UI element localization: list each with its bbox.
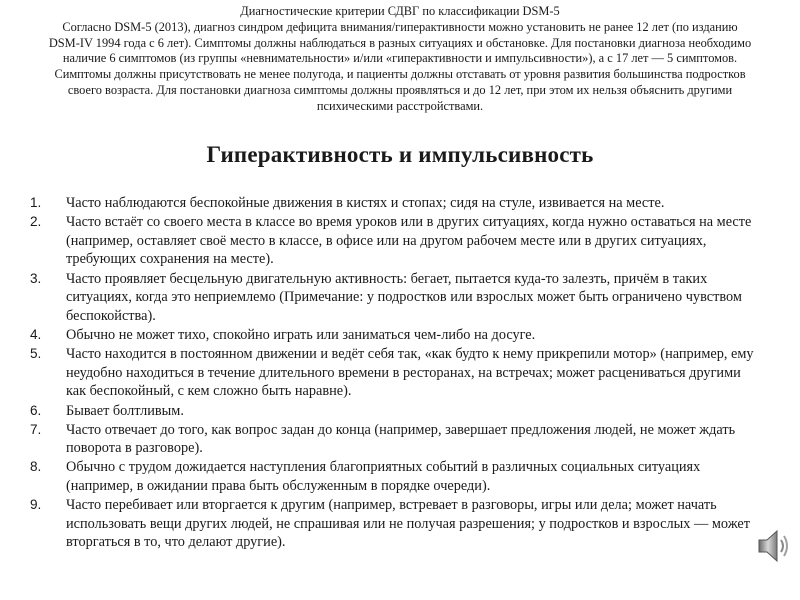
criteria-item-7 [30, 421, 760, 458]
criteria-item-5 [30, 345, 760, 401]
criteria-item-4 [30, 326, 760, 345]
item-text: Часто отвечает до того, как вопрос задан до конца (например, завершает предложения людей, не может ждать поворота в разговоре). [66, 421, 736, 457]
intro-body: Согласно DSM-5 (2013), диагноз синдром дефицита внимания/гиперактивности можно установить не ранее 12 лет (по изданию DSM-IV 1994 года с 6 лет). Симптомы должны наблюдаться в разных ситуациях и обстановке. Для постановки диагноза необходимо наличие 6 симптомов (из группы «невнимательности» и/или «гиперактивности и импульсивности»), а с 17 лет — 5 симптомов. Симптомы должны присутствовать не менее полугода, и пациенты должны отставать от уровня развития большинства подростков своего возраста. Для постановки диагноза симптомы должны проявляться и до 12 лет, при этом их нельзя объяснить другими психическими расстройствами. [48, 19, 752, 113]
item-number: 3. [30, 270, 42, 286]
item-text: Обычно с трудом дожидается наступления благоприятных событий в различных социальных ситуациях (например, в ожидании права быть обслуженным в порядке очереди). [66, 459, 701, 495]
item-text: Часто проявляет бесцельную двигательную активность: бегает, пытается куда-то залезть, причём в таких ситуациях, когда это неприемлемо (Примечание: у подростков или взрослых может быть ограничено чувством беспокойства). [66, 270, 742, 324]
item-number: 9. [30, 497, 42, 513]
section-heading: Гиперактивность и импульсивность [206, 142, 594, 167]
item-number: 2. [30, 214, 42, 230]
item-number: 5. [30, 346, 42, 362]
item-text: Часто наблюдаются беспокойные движения в кистях и стопах; сидя на стуле, извивается на месте. [66, 195, 665, 211]
intro-title: Диагностические критерии СДВГ по классификации DSM-5 [240, 4, 560, 18]
criteria-item-9 [30, 496, 760, 552]
item-number: 1. [30, 195, 42, 210]
criteria-item-1 [30, 194, 760, 213]
criteria-item-8 [30, 458, 760, 495]
speaker-icon[interactable] [756, 526, 792, 566]
item-number: 6. [30, 402, 42, 418]
item-number: 4. [30, 326, 42, 342]
criteria-item-2 [30, 213, 760, 269]
criteria-item-3 [30, 270, 760, 326]
item-text: Часто находится в постоянном движении и ведёт себя так, «как будто к нему прикрепили мотор» (например, ему неудобно находиться в течение длительного времени в ресторанах, на встречах; может расцениваться другими как беспокойный, с кем сложно быть наравне). [66, 346, 754, 400]
item-text: Обычно не может тихо, спокойно играть или заниматься чем-либо на досуге. [66, 326, 536, 343]
item-number: 7. [30, 421, 42, 437]
item-text: Часто перебивает или вторгается к другим (например, встревает в разговоры, игры или дела; может начать использовать вещи других людей, не спрашивая или не получая разрешения; у подростков и взрослых — может вторгаться в то, что делают другие). [66, 497, 750, 551]
criteria-item-6 [30, 402, 760, 421]
intro-block [48, 4, 752, 115]
item-text: Часто встаёт со своего места в классе во время уроков или в других ситуациях, когда нужно оставаться на месте (например, оставляет своё место в классе, в офисе или на другом рабочем месте или в других ситуациях, требующих сохранения на месте). [66, 214, 752, 268]
criteria-list [30, 194, 760, 553]
item-number: 8. [30, 459, 42, 475]
item-text: Бывает болтливым. [66, 402, 184, 419]
